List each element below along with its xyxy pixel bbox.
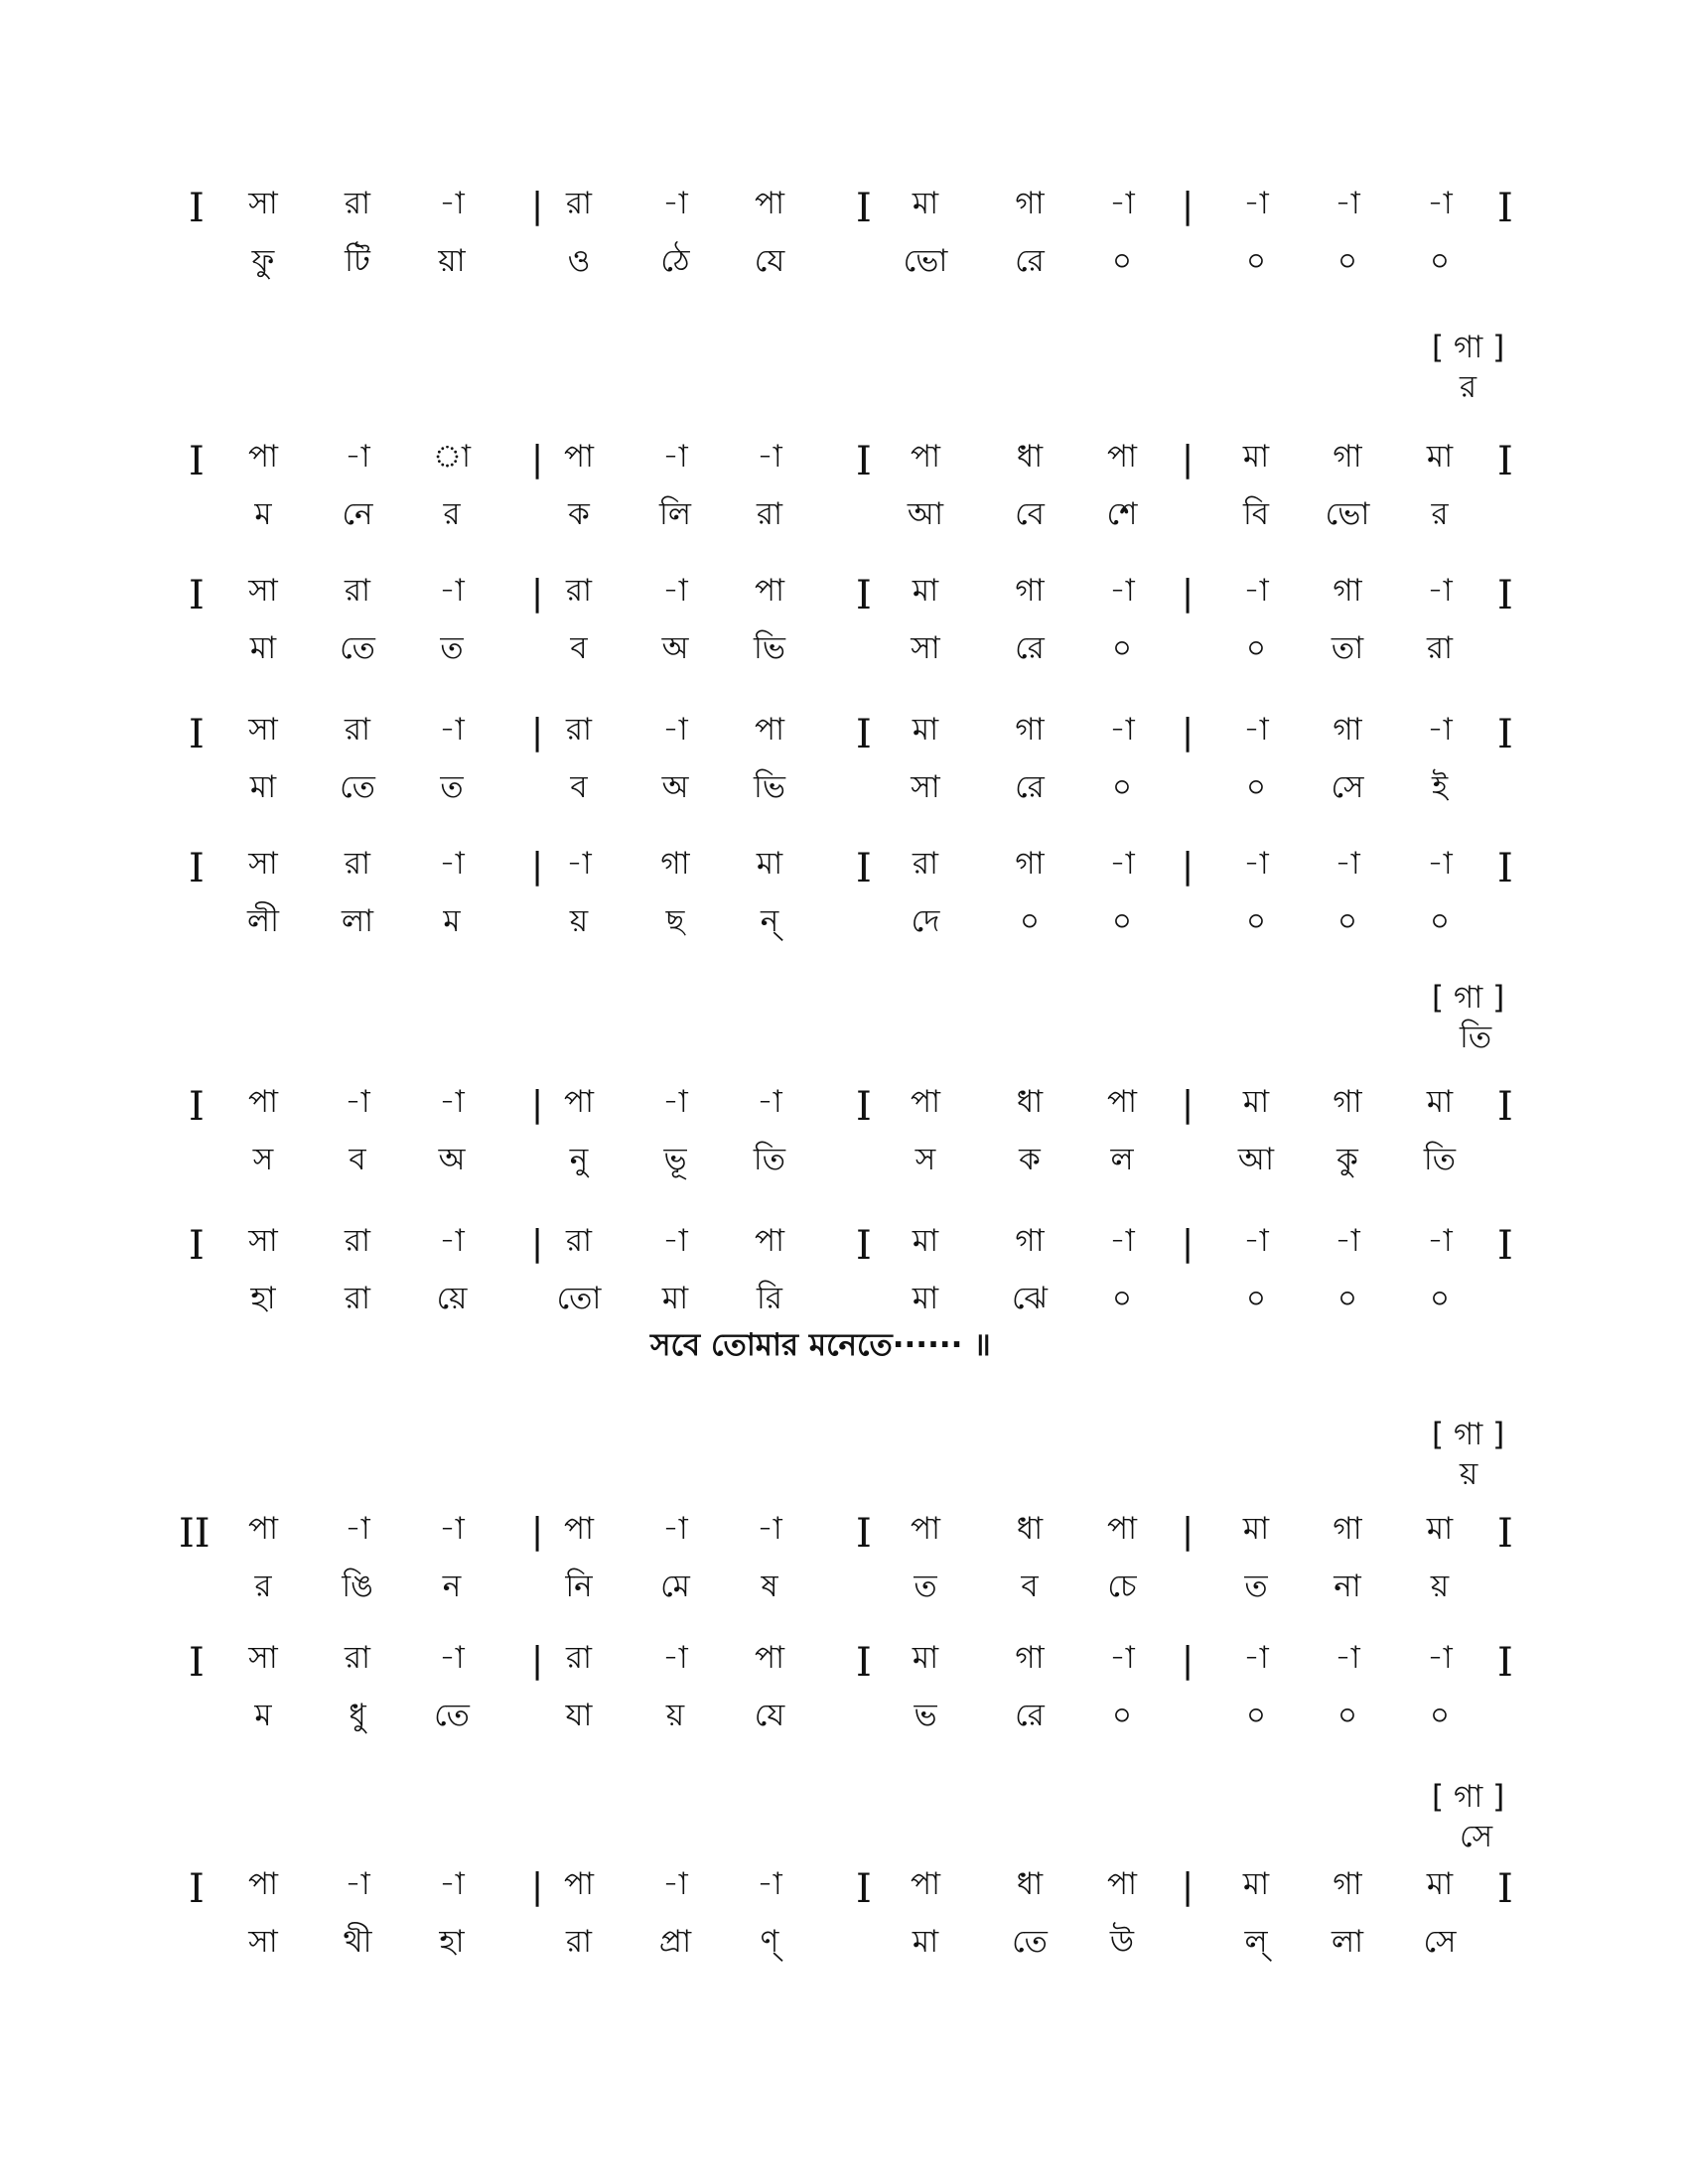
bar-line-start: I: [189, 1084, 205, 1130]
bar-line-start: II: [179, 1511, 211, 1557]
lyric-syllable: ০: [1245, 903, 1267, 939]
note: পা: [563, 1084, 595, 1120]
note: পা: [563, 439, 595, 475]
lyric-syllable: ০: [1111, 630, 1133, 666]
lyric-syllable: ঝে: [1011, 1281, 1049, 1316]
lyric-syllable: নু: [569, 1142, 589, 1177]
lyric-syllable: ০: [1336, 243, 1358, 279]
lyric-syllable: রা: [565, 1924, 593, 1960]
bar-line-mid: I: [856, 846, 872, 891]
note: -া: [1109, 846, 1135, 882]
lyric-syllable: ০: [1245, 630, 1267, 666]
note: -া: [439, 1223, 465, 1259]
grace-note-lyric: য়: [1460, 1456, 1478, 1492]
lyric-syllable: টি: [345, 243, 370, 279]
note: -া: [662, 1084, 688, 1120]
note: ধা: [1016, 439, 1044, 475]
lyric-syllable: প্রা: [658, 1924, 692, 1960]
note: -া: [1427, 1223, 1453, 1259]
note: -া: [1335, 1640, 1360, 1676]
note: পা: [910, 1084, 941, 1120]
lyric-syllable: বি: [1242, 496, 1270, 532]
note: -া: [662, 712, 688, 748]
lyric-syllable: ল্: [1244, 1924, 1268, 1960]
lyric-syllable: রে: [1015, 769, 1045, 805]
beat-separator: |: [531, 1084, 544, 1125]
lyric-syllable: ০: [1245, 1281, 1267, 1316]
lyric-syllable: ব: [1021, 1569, 1039, 1604]
note: -া: [1335, 186, 1360, 221]
note: মা: [912, 186, 939, 221]
note: গা: [1015, 846, 1045, 882]
lyric-syllable: যে: [754, 243, 785, 279]
beat-separator: |: [1182, 573, 1195, 614]
note: -া: [1243, 712, 1269, 748]
note: গা: [1015, 186, 1045, 221]
lyric-syllable: ঠে: [660, 243, 690, 279]
note: পা: [247, 1866, 279, 1902]
lyric-syllable: তে: [1012, 1924, 1048, 1960]
lyric-syllable: য়: [569, 903, 589, 939]
refrain-text: সবে তোমার মনেতে······ ॥: [650, 1327, 991, 1363]
note: মা: [1426, 1866, 1454, 1902]
note: সা: [248, 186, 278, 221]
note: রা: [344, 1640, 371, 1676]
bar-line-end: I: [1497, 1640, 1513, 1686]
lyric-syllable: ম: [254, 1698, 272, 1733]
lyric-syllable: ভূ: [663, 1142, 687, 1177]
bar-line-end: I: [1497, 186, 1513, 231]
lyric-syllable: ম: [443, 903, 461, 939]
note: রা: [565, 1640, 593, 1676]
note: -া: [662, 1640, 688, 1676]
note: পা: [1106, 1084, 1138, 1120]
note: -া: [662, 186, 688, 221]
lyric-syllable: ০: [1429, 1281, 1451, 1316]
lyric-syllable: রে: [1015, 1698, 1045, 1733]
lyric-syllable: মা: [912, 1924, 939, 1960]
note: রা: [565, 712, 593, 748]
lyric-syllable: ল: [1110, 1142, 1134, 1177]
note: া: [432, 439, 472, 475]
note: -া: [439, 712, 465, 748]
lyric-syllable: ঙি: [342, 1569, 373, 1604]
lyric-syllable: তা: [1331, 630, 1364, 666]
note: -া: [439, 573, 465, 609]
note: -া: [1109, 1223, 1135, 1259]
bar-line-start: I: [189, 712, 205, 757]
note: -া: [566, 846, 592, 882]
note: -া: [345, 1511, 370, 1547]
lyric-syllable: সে: [1331, 769, 1364, 805]
lyric-syllable: মা: [249, 630, 277, 666]
bar-line-mid: I: [856, 186, 872, 231]
note: -া: [757, 1084, 782, 1120]
bar-line-mid: I: [856, 1511, 872, 1557]
grace-note-cue: [ গা ]: [1432, 330, 1505, 365]
note: সা: [248, 1640, 278, 1676]
bar-line-end: I: [1497, 712, 1513, 757]
bar-line-end: I: [1497, 1223, 1513, 1269]
note: -া: [345, 1084, 370, 1120]
note: -া: [1427, 712, 1453, 748]
lyric-syllable: আ: [907, 496, 944, 532]
note: রা: [565, 1223, 593, 1259]
note: গা: [1015, 573, 1045, 609]
lyric-syllable: হা: [250, 1281, 276, 1316]
lyric-syllable: ০: [1111, 769, 1133, 805]
note: -া: [439, 1511, 465, 1547]
lyric-syllable: ত: [1244, 1569, 1268, 1604]
lyric-syllable: শে: [1106, 496, 1138, 532]
lyric-syllable: তি: [1423, 1142, 1457, 1177]
lyric-syllable: তে: [434, 1698, 470, 1733]
note: সা: [248, 573, 278, 609]
note: পা: [754, 573, 785, 609]
lyric-syllable: ০: [1245, 1698, 1267, 1733]
note: রা: [344, 846, 371, 882]
note: পা: [754, 1640, 785, 1676]
lyric-syllable: লা: [1331, 1924, 1364, 1960]
lyric-syllable: ০: [1429, 243, 1451, 279]
note: গা: [1333, 573, 1362, 609]
bar-line-mid: I: [856, 1223, 872, 1269]
note: পা: [754, 186, 785, 221]
note: সা: [248, 846, 278, 882]
note: -া: [345, 439, 370, 475]
lyric-syllable: ক: [568, 496, 590, 532]
lyric-syllable: অ: [661, 630, 689, 666]
note: -া: [1427, 573, 1453, 609]
bar-line-end: I: [1497, 1511, 1513, 1557]
beat-separator: |: [531, 573, 544, 614]
beat-separator: |: [1182, 1223, 1195, 1264]
note: -া: [1109, 186, 1135, 221]
bar-line-mid: I: [856, 573, 872, 618]
lyric-syllable: লি: [659, 496, 691, 532]
note: পা: [247, 1511, 279, 1547]
lyric-syllable: র: [1431, 496, 1449, 532]
note: রা: [344, 712, 371, 748]
lyric-syllable: লা: [341, 903, 374, 939]
lyric-syllable: মা: [249, 769, 277, 805]
bar-line-mid: I: [856, 439, 872, 484]
grace-note-cue: [ গা ]: [1432, 1417, 1505, 1452]
note: পা: [754, 1223, 785, 1259]
beat-separator: |: [1182, 1511, 1195, 1552]
note: রা: [912, 846, 939, 882]
lyric-syllable: তে: [340, 769, 375, 805]
beat-separator: |: [531, 1223, 544, 1264]
lyric-syllable: ষ: [761, 1569, 778, 1604]
note: গা: [1333, 1866, 1362, 1902]
lyric-syllable: চে: [1107, 1569, 1137, 1604]
lyric-syllable: য়: [1430, 1569, 1450, 1604]
note: -া: [1335, 1223, 1360, 1259]
bar-line-mid: I: [856, 1640, 872, 1686]
beat-separator: |: [531, 712, 544, 752]
lyric-syllable: ০: [1245, 243, 1267, 279]
note: গা: [1015, 1640, 1045, 1676]
lyric-syllable: ছ: [665, 903, 685, 939]
lyric-syllable: রে: [1015, 630, 1045, 666]
bar-line-end: I: [1497, 573, 1513, 618]
lyric-syllable: তি: [753, 1142, 786, 1177]
note: গা: [1333, 439, 1362, 475]
bar-line-mid: I: [856, 1866, 872, 1912]
note: গা: [1015, 712, 1045, 748]
lyric-syllable: য়া: [438, 243, 466, 279]
lyric-syllable: দে: [911, 903, 940, 939]
note: -া: [757, 439, 782, 475]
note: পা: [1106, 439, 1138, 475]
note: মা: [912, 1640, 939, 1676]
grace-note-lyric: র: [1460, 369, 1477, 405]
lyric-syllable: ০: [1111, 903, 1133, 939]
note: মা: [1426, 1511, 1454, 1547]
lyric-syllable: ন্: [760, 903, 779, 939]
lyric-syllable: ত: [914, 1569, 937, 1604]
note: গা: [1333, 1511, 1362, 1547]
note: ধা: [1016, 1084, 1044, 1120]
beat-separator: |: [531, 1511, 544, 1552]
note: -া: [439, 846, 465, 882]
note: পা: [1106, 1511, 1138, 1547]
note: -া: [439, 1084, 465, 1120]
bar-line-end: I: [1497, 846, 1513, 891]
note: রা: [565, 186, 593, 221]
lyric-syllable: থী: [343, 1924, 372, 1960]
lyric-syllable: ভি: [754, 630, 785, 666]
lyric-syllable: স: [914, 1142, 936, 1177]
note: গা: [1015, 1223, 1045, 1259]
note: -া: [1335, 846, 1360, 882]
lyric-syllable: মা: [912, 1281, 939, 1316]
beat-separator: |: [531, 1640, 544, 1681]
note: -া: [1427, 846, 1453, 882]
bar-line-end: I: [1497, 1084, 1513, 1130]
lyric-syllable: মে: [660, 1569, 690, 1604]
note: -া: [1243, 846, 1269, 882]
lyric-syllable: ০: [1111, 1281, 1133, 1316]
note: রা: [344, 1223, 371, 1259]
lyric-syllable: ব: [349, 1142, 366, 1177]
note: পা: [910, 439, 941, 475]
beat-separator: |: [1182, 846, 1195, 887]
lyric-syllable: ব: [570, 769, 588, 805]
note: -া: [1243, 186, 1269, 221]
bar-line-start: I: [189, 1640, 205, 1686]
lyric-syllable: ০: [1429, 903, 1451, 939]
lyric-syllable: ০: [1429, 1698, 1451, 1733]
bar-line-mid: I: [856, 712, 872, 757]
note: -া: [1109, 573, 1135, 609]
note: মা: [1242, 439, 1270, 475]
lyric-syllable: য়: [665, 1698, 685, 1733]
beat-separator: |: [1182, 1640, 1195, 1681]
lyric-syllable: ভ: [914, 1698, 937, 1733]
lyric-syllable: ন: [442, 1569, 462, 1604]
note: মা: [1242, 1511, 1270, 1547]
beat-separator: |: [531, 846, 544, 887]
bar-line-start: I: [189, 846, 205, 891]
lyric-syllable: ০: [1019, 903, 1041, 939]
note: পা: [754, 712, 785, 748]
note: মা: [756, 846, 783, 882]
lyric-syllable: ত: [440, 630, 464, 666]
lyric-syllable: নি: [565, 1569, 593, 1604]
grace-note-cue: [ গা ]: [1432, 1779, 1505, 1815]
beat-separator: |: [1182, 186, 1195, 226]
note: পা: [910, 1866, 941, 1902]
lyric-syllable: লী: [247, 903, 279, 939]
lyric-syllable: স: [252, 1142, 274, 1177]
note: পা: [563, 1866, 595, 1902]
lyric-syllable: যা: [565, 1698, 593, 1733]
lyric-syllable: তে: [340, 630, 375, 666]
beat-separator: |: [531, 439, 544, 479]
lyric-syllable: অ: [438, 1142, 466, 1177]
note: -া: [662, 439, 688, 475]
lyric-syllable: সে: [1423, 1924, 1457, 1960]
note: মা: [912, 1223, 939, 1259]
lyric-syllable: ০: [1336, 1698, 1358, 1733]
lyric-syllable: নে: [342, 496, 373, 532]
lyric-syllable: না: [1334, 1569, 1361, 1604]
note: রা: [565, 573, 593, 609]
lyric-syllable: র: [254, 1569, 272, 1604]
lyric-syllable: যে: [754, 1698, 785, 1733]
note: -া: [1109, 712, 1135, 748]
lyric-syllable: ভো: [1325, 496, 1370, 532]
note: মা: [912, 573, 939, 609]
note: -া: [662, 1223, 688, 1259]
lyric-syllable: ণ্: [760, 1924, 779, 1960]
note: পা: [1106, 1866, 1138, 1902]
lyric-syllable: ০: [1111, 1698, 1133, 1733]
note: গা: [660, 846, 690, 882]
lyric-syllable: ভি: [754, 769, 785, 805]
lyric-syllable: তো: [556, 1281, 602, 1316]
beat-separator: |: [1182, 1866, 1195, 1907]
lyric-syllable: অ: [661, 769, 689, 805]
note: ধা: [1016, 1511, 1044, 1547]
lyric-syllable: ই: [1431, 769, 1449, 805]
lyric-syllable: রা: [344, 1281, 371, 1316]
note: গা: [1333, 1084, 1362, 1120]
beat-separator: |: [531, 186, 544, 226]
note: -া: [439, 1640, 465, 1676]
lyric-syllable: সা: [911, 769, 940, 805]
beat-separator: |: [531, 1866, 544, 1907]
beat-separator: |: [1182, 1084, 1195, 1125]
note: মা: [912, 712, 939, 748]
lyric-syllable: কু: [1336, 1142, 1358, 1177]
beat-separator: |: [1182, 439, 1195, 479]
lyric-syllable: ক: [1019, 1142, 1041, 1177]
bar-line-start: I: [189, 573, 205, 618]
lyric-syllable: ম: [254, 496, 272, 532]
note: রা: [344, 573, 371, 609]
note: -া: [1109, 1640, 1135, 1676]
lyric-syllable: রে: [1015, 243, 1045, 279]
lyric-syllable: ভো: [903, 243, 948, 279]
lyric-syllable: ০: [1111, 243, 1133, 279]
note: পা: [563, 1511, 595, 1547]
lyric-syllable: ব: [570, 630, 588, 666]
note: -া: [1427, 1640, 1453, 1676]
lyric-syllable: ও: [567, 243, 591, 279]
lyric-syllable: সা: [911, 630, 940, 666]
note: -া: [1427, 186, 1453, 221]
note: মা: [1242, 1866, 1270, 1902]
note: -া: [1243, 1640, 1269, 1676]
grace-note-cue: [ গা ]: [1432, 980, 1505, 1016]
lyric-syllable: আ: [1237, 1142, 1275, 1177]
note: -া: [345, 1866, 370, 1902]
note: -া: [757, 1511, 782, 1547]
lyric-syllable: র: [443, 496, 461, 532]
note: -া: [757, 1866, 782, 1902]
lyric-syllable: ধু: [349, 1698, 366, 1733]
note: ধা: [1016, 1866, 1044, 1902]
lyric-syllable: য়ে: [436, 1281, 468, 1316]
lyric-syllable: রা: [1426, 630, 1454, 666]
lyric-syllable: মা: [661, 1281, 689, 1316]
note: -া: [662, 1511, 688, 1547]
lyric-syllable: ০: [1336, 1281, 1358, 1316]
note: -া: [439, 1866, 465, 1902]
note: -া: [439, 186, 465, 221]
lyric-syllable: হা: [439, 1924, 465, 1960]
bar-line-start: I: [189, 186, 205, 231]
grace-note-lyric: তি: [1460, 1020, 1492, 1055]
note: সা: [248, 712, 278, 748]
bar-line-start: I: [189, 439, 205, 484]
note: গা: [1333, 712, 1362, 748]
bar-line-start: I: [189, 1223, 205, 1269]
bar-line-end: I: [1497, 1866, 1513, 1912]
bar-line-end: I: [1497, 439, 1513, 484]
note: -া: [662, 1866, 688, 1902]
lyric-syllable: ফু: [251, 243, 275, 279]
note: পা: [247, 439, 279, 475]
note: রা: [344, 186, 371, 221]
lyric-syllable: ত: [440, 769, 464, 805]
lyric-syllable: রা: [756, 496, 783, 532]
note: -া: [1243, 573, 1269, 609]
lyric-syllable: রি: [757, 1281, 782, 1316]
bar-line-mid: I: [856, 1084, 872, 1130]
note: সা: [248, 1223, 278, 1259]
note: -া: [1243, 1223, 1269, 1259]
note: -া: [662, 573, 688, 609]
lyric-syllable: ০: [1245, 769, 1267, 805]
lyric-syllable: বে: [1015, 496, 1045, 532]
note: পা: [910, 1511, 941, 1547]
note: মা: [1426, 439, 1454, 475]
lyric-syllable: সা: [248, 1924, 278, 1960]
note: পা: [247, 1084, 279, 1120]
note: মা: [1242, 1084, 1270, 1120]
lyric-syllable: উ: [1109, 1924, 1135, 1960]
lyric-syllable: ০: [1336, 903, 1358, 939]
bar-line-start: I: [189, 1866, 205, 1912]
beat-separator: |: [1182, 712, 1195, 752]
grace-note-lyric: সে: [1460, 1819, 1493, 1854]
note: মা: [1426, 1084, 1454, 1120]
